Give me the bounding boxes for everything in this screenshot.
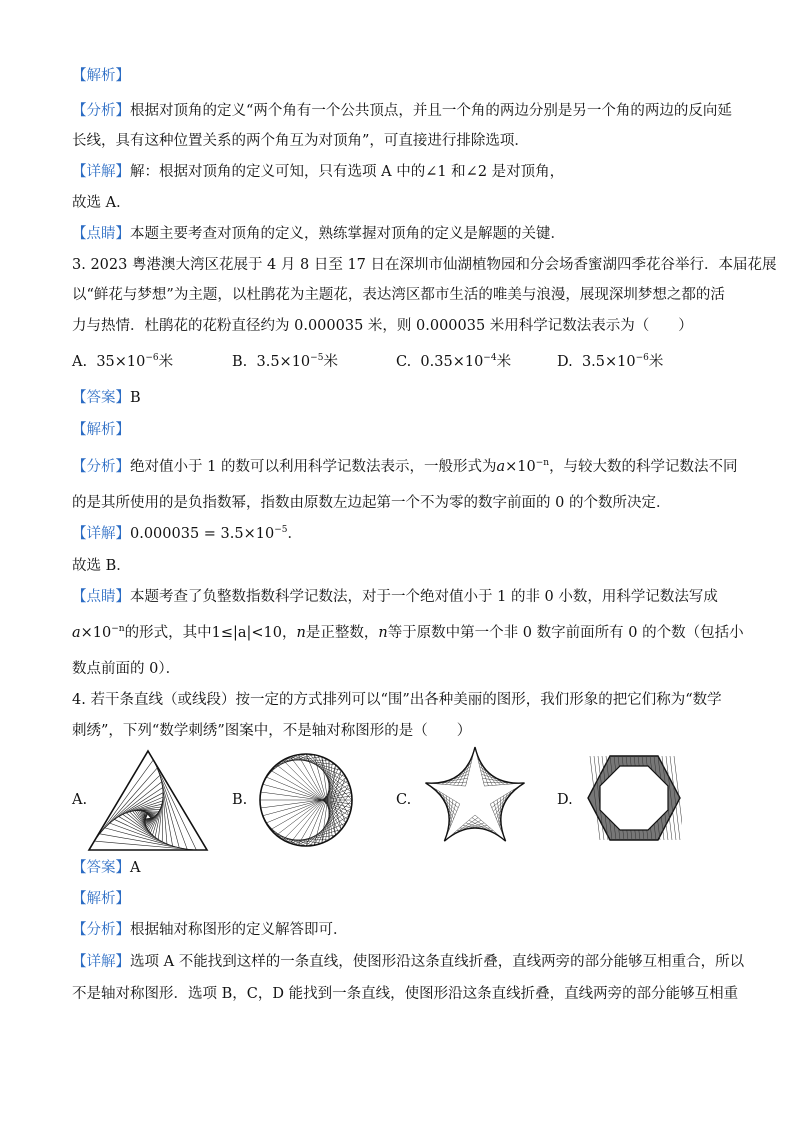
tag-label: 【详解】 xyxy=(72,164,130,180)
line-text: ， xyxy=(282,625,297,641)
line-text: 是正整数， xyxy=(305,625,379,641)
option-c-label: C. xyxy=(396,792,412,808)
text-line xyxy=(72,623,744,643)
analysis-heading xyxy=(72,420,130,440)
option-exponent: −6 xyxy=(145,353,159,363)
answer-value: B xyxy=(130,390,141,406)
option-value: 35×10 xyxy=(96,354,146,370)
question-4-line-1: 4. 若干条直线（或线段）按一定的方式排列可以“围”出各种美丽的图形，我们形象的把它们称为“数学 xyxy=(72,692,722,708)
tag-label: 【点睛】 xyxy=(72,226,130,242)
line-text: ，与较大数的科学记数法不同 xyxy=(549,459,738,475)
option-unit: 米 xyxy=(648,354,664,370)
stitch-line xyxy=(94,841,196,850)
option-exponent: −4 xyxy=(483,353,497,363)
math-exponent: −n xyxy=(535,458,550,468)
stitch-line xyxy=(273,833,306,846)
option-label: C. xyxy=(396,354,412,370)
math-var: n xyxy=(296,625,306,641)
line-text: 本题考查了负整数指数科学记数法，对于一个绝对值小于 1 的非 0 小数，用科学记数法写成 xyxy=(130,589,718,605)
text-line xyxy=(72,952,744,972)
text-line: 不是轴对称图形．选项 B，C，D 能找到一条直线，使图形沿这条直线折叠，直线两旁的部分能够互相重 xyxy=(72,986,739,1002)
star-stitch-figure xyxy=(420,745,530,849)
tag-label: 【点睛】 xyxy=(72,589,130,605)
tag-label: 【详解】 xyxy=(72,954,130,970)
tag-label: 【解析】 xyxy=(72,891,130,907)
tag-label: 【分析】 xyxy=(72,459,130,475)
option-b-label: B. xyxy=(232,792,248,808)
stitch-line xyxy=(276,765,347,820)
circle-stitch-figure xyxy=(258,752,354,848)
option-c xyxy=(396,352,511,372)
line-text: 本题主要考查对顶角的定义，熟练掌握对顶角的定义是解题的关键． xyxy=(130,226,565,242)
text-line xyxy=(72,101,732,121)
stitch-line xyxy=(314,755,336,836)
line-text: 绝对值小于 1 的数可以利用科学记数法表示，一般形式为 xyxy=(130,459,497,475)
option-unit: 米 xyxy=(158,354,174,370)
option-value: 0.35×10 xyxy=(420,354,484,370)
text-line xyxy=(72,162,564,182)
option-label: D. xyxy=(557,354,573,370)
stitch-line xyxy=(100,834,188,849)
line-text: 根据轴对称图形的定义解答即可． xyxy=(130,922,348,938)
math-var: a xyxy=(72,625,81,641)
stitch-line xyxy=(105,828,180,848)
question-4-line-2: 刺绣”，下列“数学刺绣”图案中，不是轴对称图形的是（ ） xyxy=(72,723,472,739)
line-text: 的形式，其中 xyxy=(124,625,212,641)
line-text: 等于原数中第一个非 0 数字前面所有 0 的个数（包括小 xyxy=(387,625,744,641)
stitch-line xyxy=(314,765,336,846)
text-line: 数点前面的 0）． xyxy=(72,661,181,677)
option-unit: 米 xyxy=(323,354,338,370)
math-text: 1≤|a|<10 xyxy=(211,625,282,641)
text-line: 长线，具有这种位置关系的两个角互为对顶角”，可直接进行排除选项． xyxy=(72,133,529,149)
text-line xyxy=(72,920,348,940)
answer-value: A xyxy=(130,860,141,876)
option-exponent: −5 xyxy=(310,353,324,363)
text-line: 故选 B． xyxy=(72,558,131,574)
line-text: ． xyxy=(287,526,302,542)
text-line: 故选 A． xyxy=(72,195,131,211)
line-text: 选项 A 不能找到这样的一条直线，使图形沿这条直线折叠，直线两旁的部分能够互相重合，所以 xyxy=(130,954,745,970)
line-text: 解：根据对顶角的定义可知，只有选项 A 中的∠1 和∠2 是对顶角， xyxy=(130,164,565,180)
math-var: a xyxy=(496,459,506,475)
option-label: B. xyxy=(232,354,248,370)
option-a-label: A. xyxy=(72,792,88,808)
question-3-line-2: 以“鲜花与梦想”为主题，以杜鹃花为主题花，表达湾区都市生活的唯美与浪漫，展现深圳梦想之都的活 xyxy=(72,287,725,303)
stitch-line xyxy=(162,782,173,846)
math-text: ×10 xyxy=(80,625,112,641)
analysis-heading xyxy=(72,889,130,909)
tag-label: 【分析】 xyxy=(72,922,130,938)
tag-label: 【解析】 xyxy=(72,68,130,84)
stitch-line xyxy=(276,781,347,836)
stitch-line xyxy=(110,823,173,846)
question-3-line-1: 3. 2023 粤港澳大湾区花展于 4 月 8 日至 17 日在深圳市仙湖植物园和分会场香蜜湖四季花谷举行．本届花展 xyxy=(72,257,777,273)
text-line: 的是其所使用的是负指数幂，指数由原数左边起第一个不为零的数字前面的 0 的个数所决定． xyxy=(72,495,671,511)
tag-label: 【答案】 xyxy=(72,860,130,876)
math-exponent: −5 xyxy=(274,525,288,535)
answer-line xyxy=(72,388,141,408)
tag-label: 【详解】 xyxy=(72,526,130,542)
option-b xyxy=(232,352,338,372)
option-unit: 米 xyxy=(496,354,512,370)
analysis-heading xyxy=(72,66,130,86)
tag-label: 【解析】 xyxy=(72,422,130,438)
stitch-line xyxy=(100,768,158,834)
option-d-label: D. xyxy=(557,792,573,808)
triangle-stitch-figure xyxy=(86,749,210,853)
tag-label: 【分析】 xyxy=(72,103,130,119)
option-exponent: −6 xyxy=(635,353,649,363)
text-line xyxy=(72,224,565,244)
question-3-line-3: 力与热情．杜鹃花的花粉直径约为 0.000035 米，则 0.000035 米用科学记数法表示为（ ） xyxy=(72,318,693,334)
option-a xyxy=(72,352,173,372)
line-text: 根据对顶角的定义“两个角有一个公共顶点，并且一个角的两边分别是另一个角的两边的反向延 xyxy=(130,103,732,119)
math-text: 0.000035 = 3.5×10 xyxy=(130,526,275,542)
text-line xyxy=(72,457,738,477)
math-text: ×10 xyxy=(505,459,536,475)
option-value: 3.5×10 xyxy=(256,354,311,370)
stitch-line xyxy=(94,760,153,841)
option-d xyxy=(557,352,663,372)
option-label: A. xyxy=(72,354,88,370)
option-value: 3.5×10 xyxy=(581,354,636,370)
text-line xyxy=(72,587,718,607)
tag-label: 【答案】 xyxy=(72,390,130,406)
math-exponent: −n xyxy=(111,624,125,634)
hexagon-stitch-figure xyxy=(586,754,682,842)
stitch-line xyxy=(163,788,167,844)
text-line xyxy=(72,524,302,544)
math-var: n xyxy=(378,625,388,641)
answer-line xyxy=(72,858,140,878)
